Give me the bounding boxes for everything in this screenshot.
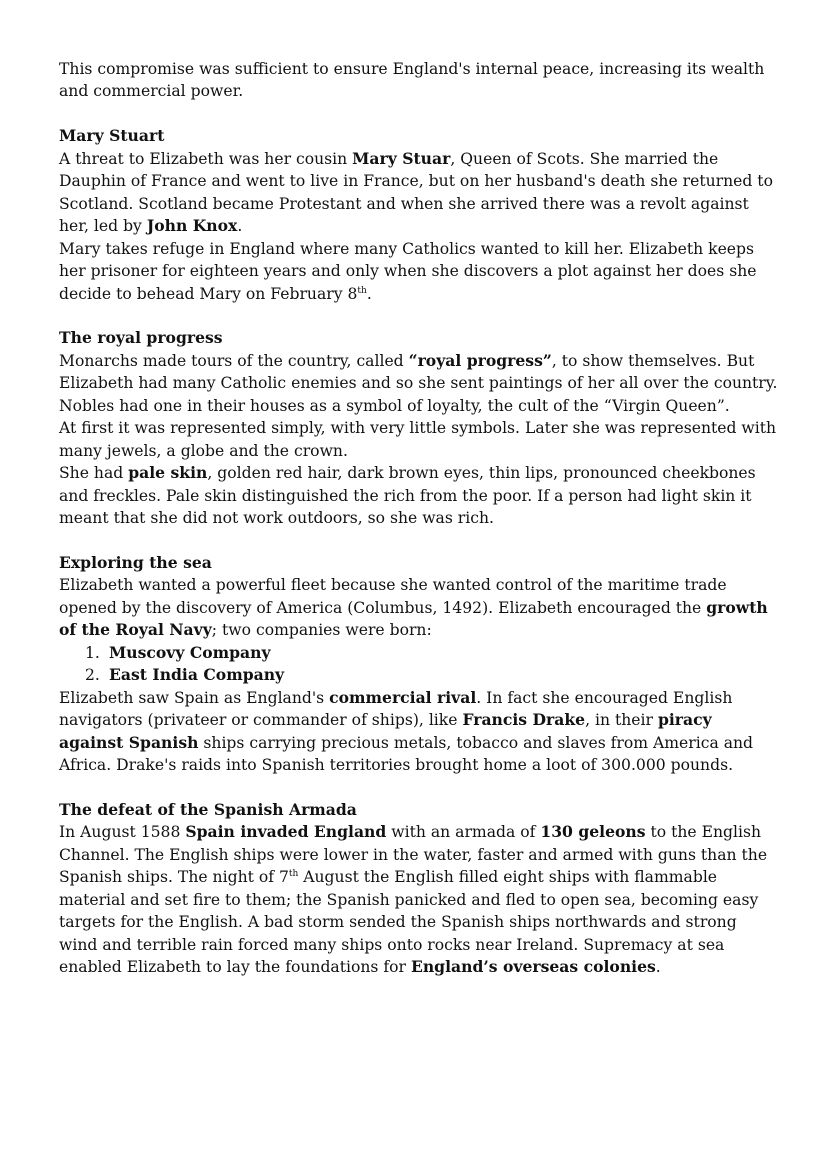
mary-stuart-paragraph-2 [59, 238, 778, 305]
mary-stuart-paragraph-1 [59, 148, 778, 238]
bold-run-royal-navy: growth of the Royal Navy [59, 597, 768, 640]
exploring-sea-paragraph-1 [59, 574, 778, 641]
text-run: Elizabeth saw Spain as England's [59, 688, 330, 707]
text-run: ; two companies were born: [211, 621, 432, 640]
intro-paragraph: This compromise was sufficient to ensure England's internal peace, increasing its wealth and commercial power. [59, 60, 765, 101]
text-run: , golden red hair, dark brown eyes, thin lips, pronounced cheekbones and freckles. Pale skin distinguished the rich from the poor. If a person had light skin it meant that she did not work outdoors, so she was rich. [59, 464, 756, 528]
text-run: Elizabeth wanted a powerful fleet because she wanted control of the maritime trade opened by the discovery of America (Columbus, 1492). Elizabeth encouraged the [59, 576, 727, 617]
list-item-text: East India Company [109, 665, 285, 685]
list-number: 1. [85, 643, 100, 662]
royal-progress-paragraph-1 [59, 350, 778, 417]
text-run: August the English filled eight ships with flammable material and set fire to them; the Spanish panicked and fled to open sea, becoming easy targets for the English. A bad storm sended the Spanish ships northwards and strong wind and terrible rain forced many ships onto rocks near Ireland. Supremacy at sea enabled Elizabeth to lay the foundations for [59, 868, 759, 977]
text-run: In August 1588 [59, 823, 186, 842]
exploring-sea-paragraph-2 [59, 687, 778, 777]
list-number: 2. [85, 666, 100, 685]
text-run: Monarchs made tours of the country, called [59, 351, 409, 370]
superscript: th [288, 869, 299, 880]
text-run: . In fact she encouraged English navigators (privateer or commander of ships), like [59, 688, 733, 730]
bold-run-geleons: 130 geleons [540, 822, 646, 842]
bold-run-royal-progress: “royal progress” [408, 350, 552, 370]
bold-run-piracy: piracy against Spanish [59, 710, 712, 752]
text-run: She had [59, 464, 129, 483]
spacer [59, 103, 778, 125]
text-run: , to show themselves. But Elizabeth had many Catholic enemies and so she sent paintings of her all over the country. Nobles had one in their houses as a symbol of loyalty, the cult of the “Virgin Queen”. [59, 351, 778, 415]
text-run: to the English Channel. The English ships were lower in the water, faster and armed with guns than the Spanish ships. The night of 7 [59, 823, 768, 887]
text-run: . [366, 284, 372, 303]
bold-run-mary-stuar: Mary Stuar [352, 148, 451, 168]
list-item [59, 642, 778, 664]
text-run: . [237, 217, 243, 236]
spacer [59, 305, 778, 327]
bold-run-francis-drake: Francis Drake [462, 710, 586, 730]
text-run: , Queen of Scots. She married the Dauphin of France and went to live in France, but on her husband's death she returned to Scotland. Scotland became Protestant and when she arrived there was a revolt against her, led by [59, 149, 773, 236]
superscript: th [357, 285, 367, 296]
text-run: Mary takes refuge in England where many Catholics wanted to kill her. Elizabeth keeps her prisoner for eighteen years and only when she discovers a plot against her does she decide to behead Mary on February 8 [59, 239, 757, 303]
list-item [59, 664, 778, 686]
text-run: . [655, 958, 661, 977]
exploring-sea-heading: Exploring the sea [59, 552, 212, 572]
mary-stuart-heading: Mary Stuart [59, 126, 165, 146]
bold-run-overseas-colonies: England’s overseas colonies [410, 957, 656, 977]
bold-run-commercial-rival: commercial rival [329, 687, 477, 707]
text-run: ships carrying precious metals, tobacco and slaves from America and Africa. Drake's raids into Spanish territories brought home a loot of 300.000 pounds. [59, 733, 754, 774]
bold-run-john-knox: John Knox [146, 216, 238, 236]
bold-run-spain-invaded: Spain invaded England [185, 822, 387, 842]
spacer [59, 529, 778, 551]
royal-progress-paragraph-2: At first it was represented simply, with very little symbols. Later she was represented with many jewels, a globe and the crown. [59, 419, 777, 460]
companies-list [59, 642, 778, 687]
spanish-armada-heading: The defeat of the Spanish Armada [59, 799, 357, 819]
text-run: , in their [585, 711, 658, 730]
royal-progress-paragraph-3 [59, 462, 778, 529]
royal-progress-heading: The royal progress [59, 328, 223, 348]
spanish-armada-paragraph [59, 821, 778, 978]
spacer [59, 776, 778, 798]
list-item-text: Muscovy Company [109, 642, 271, 662]
bold-run-pale-skin: pale skin [128, 463, 208, 483]
text-run: with an armada of [386, 823, 541, 842]
text-run: A threat to Elizabeth was her cousin [59, 149, 353, 168]
